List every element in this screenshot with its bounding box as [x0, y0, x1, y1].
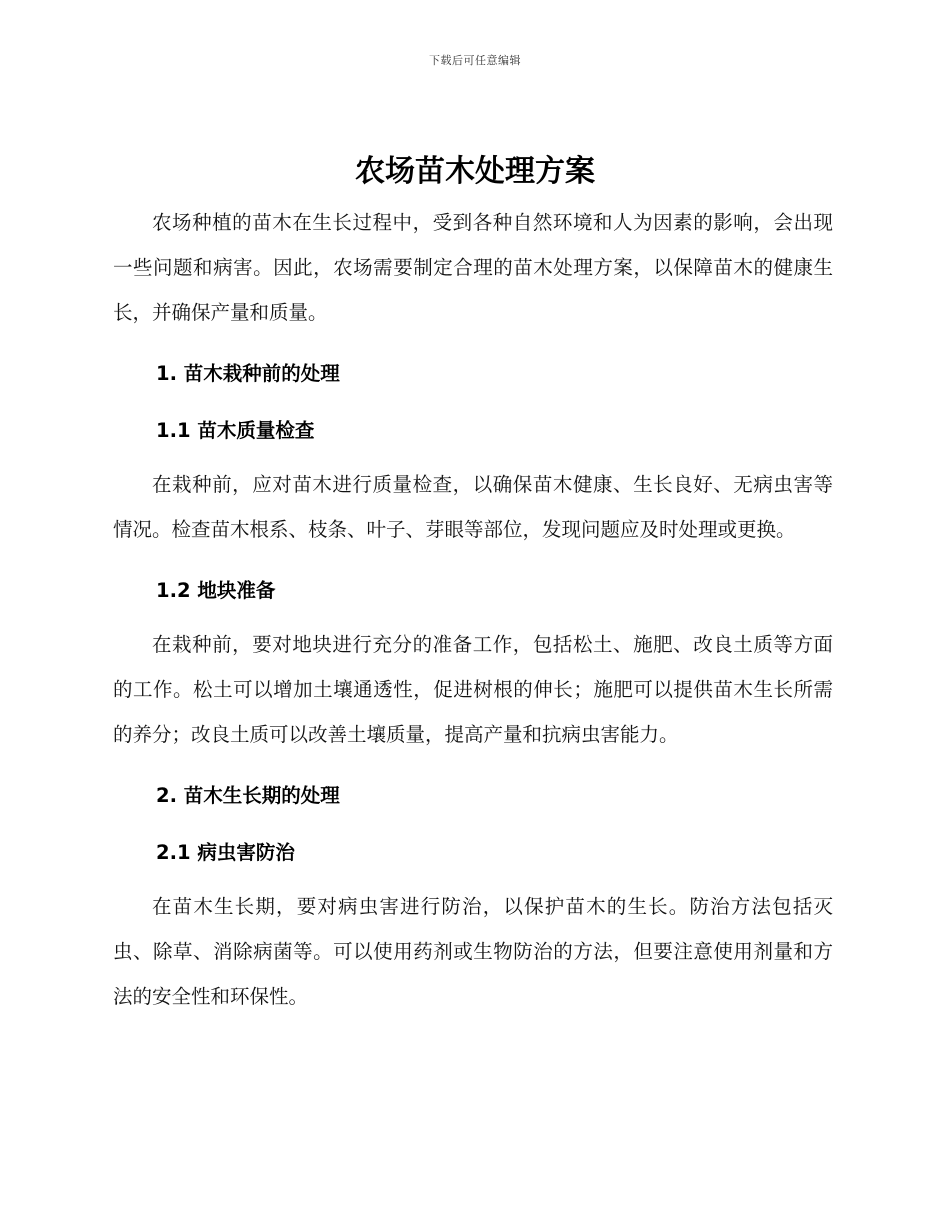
section-1-heading: 1. 苗木栽种前的处理 — [156, 362, 340, 385]
document-title: 农场苗木处理方案 — [355, 154, 595, 189]
document-body — [113, 200, 833, 1019]
page-header-note: 下载后可任意编辑 — [429, 54, 521, 67]
subsection-1-1-heading: 1.1 苗木质量检查 — [156, 419, 315, 442]
subsection-1-1-text: 在栽种前，应对苗木进行质量检查，以确保苗木健康、生长良好、无病虫害等情况。检查苗木根系、枝条、叶子、芽眼等部位，发现问题应及时处理或更换。 — [113, 473, 833, 541]
subsection-2-1-heading: 2.1 病虫害防治 — [156, 841, 295, 864]
section-2-heading: 2. 苗木生长期的处理 — [156, 784, 340, 807]
spacer — [113, 552, 833, 562]
spacer — [113, 757, 833, 767]
subsection-1-2-heading: 1.2 地块准备 — [156, 579, 276, 602]
subsection-2-1-text: 在苗木生长期，要对病虫害进行防治，以保护苗木的生长。防治方法包括灭虫、除草、消除病菌等。可以使用药剂或生物防治的方法，但要注意使用剂量和方法的安全性和环保性。 — [113, 895, 833, 1008]
subsection-1-2-text: 在栽种前，要对地块进行充分的准备工作，包括松土、施肥、改良土质等方面的工作。松土可以增加土壤通透性，促进树根的伸长；施肥可以提供苗木生长所需的养分；改良土质可以改善土壤质量，提高产量和抗病虫害能力。 — [113, 633, 833, 746]
spacer — [113, 335, 833, 345]
intro-paragraph: 农场种植的苗木在生长过程中，受到各种自然环境和人为因素的影响，会出现一些问题和病害。因此，农场需要制定合理的苗木处理方案，以保障苗木的健康生长，并确保产量和质量。 — [113, 211, 833, 324]
